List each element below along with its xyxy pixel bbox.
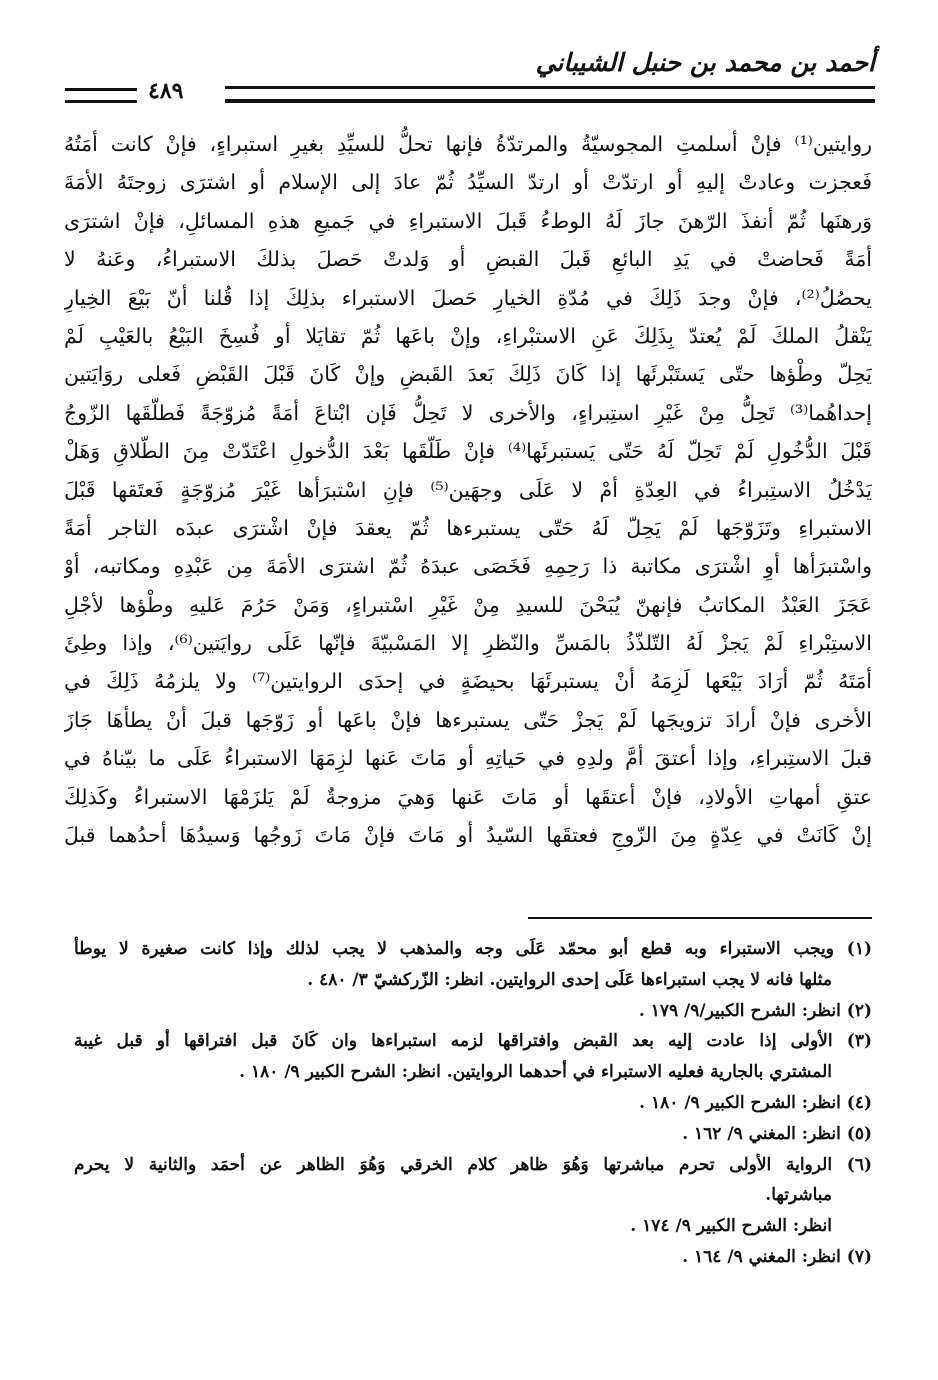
footnote-line: (١) ويجب الاستبراء وبه قطع أبو محمّد عَلَى وجه والمذهب لا يجب لذلك وإذا كانت صغيرة لا يوطأ — [74, 939, 872, 959]
text-line: يحصُلُ⁽²⁾، فإنْ وجدَ ذَلِكَ في مُدّةِ الخيارِ حَصلَ الاستبراء بذلِكَ إذا قُلنا أنّ بَيْعَ الخِيارِ — [64, 285, 872, 310]
footnotes — [74, 934, 872, 1273]
text-line: روايتين⁽¹⁾ فإنْ أسلمتِ المجوسيّةُ والمرتدّةُ فإنها تحلُّ للسيِّدِ بغيرِ استبراءٍ، فإنْ كانت أمَتُهُ — [64, 132, 872, 156]
footnote-line: (٣) الأولى إذا عادت إليه بعد القبض وافتراقها لزمه استبراءها وان كَانَ قبل افتراقها أو قبل غيبة — [74, 1031, 872, 1052]
footnote-line: المشتري بالجارية فعليه الاستبراء في أحدهما الروايتين. انظر: الشرح الكبير ٩/ ١٨٠ . — [239, 1062, 832, 1083]
footnote-line: (٥) انظر: المغني ٩/ ١٦٢ . — [682, 1123, 872, 1144]
footnote — [74, 934, 872, 996]
header-rule-left — [65, 88, 137, 103]
main-text — [64, 125, 872, 854]
text-line: فَعجزت وعادتْ إليهِ أو ارتدّتْ أو ارتدّ السيِّدُ ثُمّ عادَ إلى الإسلام أو اشترَى زوجتَهُ الأمَةَ — [64, 170, 872, 195]
footnote-line: انظر: الشرح الكبير ٩/ ١٧٤ . — [630, 1216, 832, 1237]
footnote — [74, 1242, 872, 1273]
text-line: يَحِلّ وطْؤها حتّى يَستَبْرئَها إذا كَانَ ذَلِكَ بَعدَ القَبضِ وإنْ كَانَ قَبْلَ القَبْضِ فَعلى روَايَتين — [64, 362, 872, 387]
text-line: الاستبراءِ وتَزَوّجَها لَمْ يَحِلّ لَهُ حَتّى يستبرءها ثُمّ يعقدَ فإنْ اشْترَى عبدَه التاجر أمَةً — [64, 515, 872, 540]
text-line: أمَةً فَحاضتْ في يَدِ البائعِ قَبلَ القبضِ أو وَلدتْ حَصلَ بذلكَ الاستبراءُ، وعَنهُ لا — [64, 247, 872, 272]
footnote-line: (٢) انظر: الشرح الكبير/٩/ ١٧٩ . — [638, 1000, 872, 1021]
text-line: قبلَ الاستِبراءِ، وإذا أعتقَ أمَّ ولدِهِ في حَياتِهِ أو مَاتَ عَنها لزِمَهَا الاستبراءُ عَلَى ما بيّناهُ في — [64, 746, 872, 771]
footnote-line: (٤) انظر: الشرح الكبير ٩/ ١٨٠ . — [639, 1092, 872, 1113]
footnote — [74, 1150, 872, 1242]
footnote — [74, 1119, 872, 1150]
text-line: قَبْلَ الدُّخُولِ لَمْ تَحِلّ لَهُ حَتّى يَستبرئَها⁽⁴⁾ فإنْ طَلّقَها بَعْدَ الدُّخولِ اعْتَدّتْ مِنَ الطّلاقِ وَهَلْ — [64, 439, 872, 464]
footnote-line: (٦) الرواية الأولى تحرم مباشرتها وَهُوَ ظاهر كلام الخرقي وَهُوَ الظاهر عن أحمَد والثانية لا يحرم — [74, 1154, 872, 1175]
running-title: أحمد بن محمد بن حنبل الشيباني — [535, 48, 875, 77]
text-line: الاستِبْراءِ لَمْ يَجزْ لَهُ التّلذّذُ بالمَسِّ والنّظرِ إلا المَسْبيّةَ فإنّها عَلَى روايَتين⁽⁶⁾، وإذا وطِئَ — [64, 631, 872, 656]
text-line: يَنْقلُ الملكَ لَمْ يُعتدّ بِذَلِكَ عَنِ الاستبْراءِ، وإنْ باعَها ثُمّ تقايَلا أو فُسِخَ البَيْعُ بالعَيْبِ لَمْ — [64, 323, 872, 348]
footnote-separator — [528, 917, 872, 919]
footnote-line: مثلها فانه لا يجب استبراءها عَلَى إحدى الروايتين. انظر: الزّركشيّ ٣/ ٤٨٠ . — [307, 969, 832, 990]
footnote — [74, 1088, 872, 1119]
page-header — [60, 48, 875, 108]
page-number: ٤٨٩ — [148, 78, 184, 104]
footnote — [74, 1026, 872, 1088]
text-line: وَرهنَها ثُمّ أنفذَ الرّهنَ جازَ لَهُ الوطءُ قَبلَ الاستبراءِ في جَميعِ هذهِ المسائلِ، فإنْ اشترَى — [64, 208, 872, 233]
header-rule-right — [225, 86, 875, 103]
footnote — [74, 996, 872, 1027]
text-line: إنْ كَانَتْ في عِدّةٍ مِنَ الزّوجِ فعتقَها السّيدُ أو مَاتَ فإنْ مَاتَ زَوجُها وَسيدُهَا أحدُهما قبلَ — [64, 823, 872, 848]
text-line: أمَتَهُ ثُمّ أرَادَ بَيْعَها لَزِمَهُ أنْ يستبرئَهَا بحيضَةٍ في إحدَى الروايتين⁽⁷⁾ ولا يلزمُهُ ذَلِكَ في — [64, 669, 872, 694]
footnote-line: مباشرتها. — [765, 1185, 832, 1206]
text-line: الأخرى فإنْ أرادَ تزويجَها لَمْ يَجزْ حَتّى يستبرءها فإنْ باعَها أو زَوّجَها قبلَ أنْ يطأهَا جَازَ — [64, 707, 872, 732]
text-line: واسْتبرَأها أوِ اشْترَى مكاتبة ذا رَحِمِهِ فَخَصَى عبدَهُ ثُمّ اشترَى الأمَةَ مِن عَبْدِهِ ومكاتبه، أوْ — [64, 554, 872, 579]
footnote-line: (٧) انظر: المغني ٩/ ١٦٤ . — [682, 1246, 872, 1267]
text-line: عَجَزَ العَبْدُ المكاتبُ فإنهنّ يُبَحْنَ للسيدِ مِنْ غَيْرِ اسْتبراءٍ، وَمَنْ حَرُمَ عَليهِ وطْؤها لأجْلِ — [64, 592, 872, 617]
text-line: إحداهُما⁽³⁾ تَحِلُّ مِنْ غَيْرِ استِبراءٍ، والأخرى لا تَحِلُّ فَإن ابْتاعَ أمَةً مُزوّجَةً فَطلّقَها الزّوجُ — [64, 400, 872, 425]
text-line: يَدْخُلُ الاستِبراءُ في العِدّةِ أمْ لا عَلَى وجهَين⁽⁵⁾ فإنِ اسْتبرَأها غَيْرَ مُزوّجَةٍ فَعتَقها قَبْلَ — [64, 477, 872, 502]
text-line: عتقِ أمهاتِ الأولادِ، فإنْ أعتقَها أو مَاتَ عَنها وَهيَ مزوجةٌ لَمْ يَلزَمْهَا الاستبراءُ وكَذلِكَ — [64, 784, 872, 809]
